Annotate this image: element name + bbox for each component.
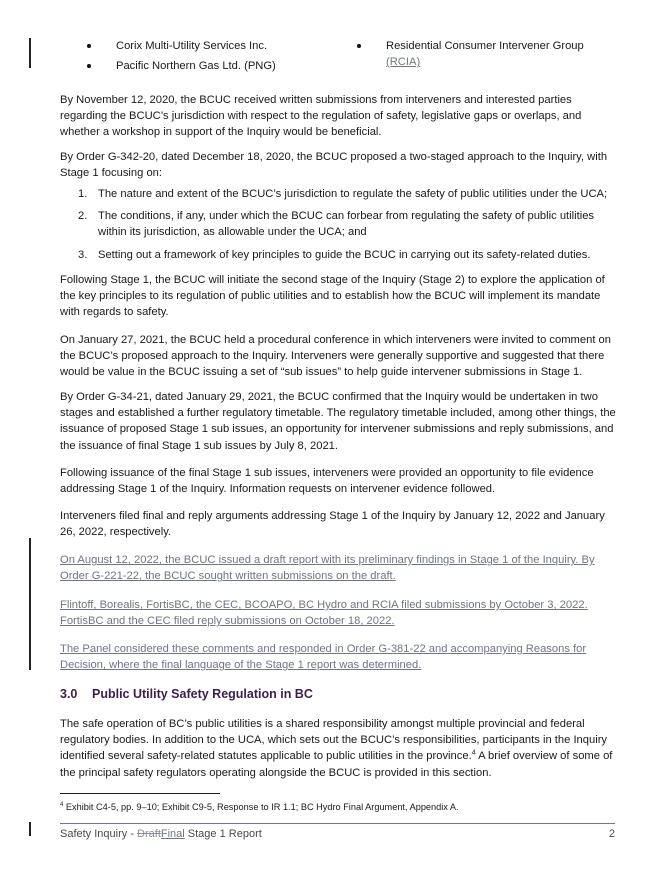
paragraph: On January 27, 2021, the BCUC held a procedural conference in which interveners were invited to comment on the BCUC’s proposed approach to the Inquiry. Interveners were generally supportive and suggested that there would be value in the BCUC issuing a set of “sub issues” to help guide intervener submissions in Stage 1. [60,334,611,379]
bullet-text: Residential Consumer Intervener Group [386,40,584,52]
footnote-separator [60,793,220,794]
section-heading [60,686,313,702]
section-number: 3.0 [60,687,78,701]
bullet-text: Pacific Northern Gas Ltd. (PNG) [116,60,276,72]
bullet-column-right [356,38,584,70]
tracked-insertion: (RCIA) [386,56,421,69]
footer-deleted-text: Draft [137,828,161,840]
bullet-item [356,38,584,70]
bullet-column-left [86,38,276,78]
footer-prefix: Safety Inquiry - [60,828,138,840]
bullet-text: Corix Multi-Utility Services Inc. [116,40,268,52]
stage1-focus-list [78,186,623,263]
change-bar [29,538,31,670]
numbered-item [78,186,623,202]
paragraph: By Order G-34-21, dated January 29, 2021, the BCUC confirmed that the Inquiry would be undertaken in two stages and established a further regulatory timetable. The regulatory timetable included, among other things, the issuance of proposed Stage 1 sub issues, an opportunity for intervener submissions and reply submissions, and the issuance of final Stage 1 sub issues by July 8, 2021. [60,391,616,452]
paragraph-text: A brief overview of some of the principal safety regulators operating alongside the BCUC is provided in this section. [60,750,613,779]
paragraph: Following Stage 1, the BCUC will initiate the second stage of the Inquiry (Stage 2) to explore the application of the key principles to its regulation of public utilities and to establish how the BCUC will implement its mandate with regards to safety. [60,274,605,319]
paragraph [60,716,620,781]
paragraph: Interveners filed final and reply arguments addressing Stage 1 of the Inquiry by January 12, 2022 and January 26, 2022, respectively. [60,510,605,539]
footnote-text: Exhibit C4-5, pp. 9–10; Exhibit C9-5, Response to IR 1.1; BC Hydro Final Argument, Appendix A. [63,802,459,812]
page-footer [60,826,615,842]
paragraph-text: The safe operation of BC’s public utilities is a shared responsibility amongst multiple provincial and federal regulatory bodies. In addition to the UCA, which sets out the BCUC’s responsibilities, participants in the Inquiry identified several safety-related statutes applicable to public utilities in the province. [60,718,608,763]
numbered-item [78,208,623,240]
list-marker: 3. [78,248,88,261]
footer-inserted-text: Final [160,828,185,840]
footer-separator [60,823,615,824]
list-text: The conditions, if any, under which the BCUC can forbear from regulating the safety of public utilities within its jurisdiction, as allowable under the UCA; and [98,210,595,239]
paragraph: By Order G-342-20, dated December 18, 2020, the BCUC proposed a two-staged approach to the Inquiry, with Stage 1 focusing on: [60,151,608,180]
change-bar [29,822,31,836]
paragraph: By November 12, 2020, the BCUC received written submissions from interveners and interested parties regarding the BCUC’s jurisdiction with respect to the regulation of safety, legislative gaps or overlaps, and whether a workshop in support of the Inquiry would be beneficial. [60,94,582,139]
footer-suffix: Stage 1 Report [184,828,262,840]
bullet-item [86,38,276,58]
list-marker: 2. [78,210,88,223]
bullet-icon [87,64,91,68]
footnote [60,799,459,815]
footnote-number: 4 [60,801,64,808]
bullet-icon [87,44,91,48]
footnote-reference[interactable]: 4 [471,749,476,757]
bullet-icon [357,44,361,48]
list-text: Setting out a framework of key principles to guide the BCUC in carrying out its safety-related duties. [98,248,591,261]
bullet-item [86,58,276,78]
list-marker: 1. [78,188,88,200]
page-number: 2 [608,828,615,840]
tracked-paragraph: On August 12, 2022, the BCUC issued a draft report with its preliminary findings in Stage 1 of the Inquiry. By Order G-221-22, the BCUC sought written submissions on the draft. [60,554,595,583]
tracked-paragraph: Flintoff, Borealis, FortisBC, the CEC, BCOAPO, BC Hydro and RCIA filed submissions by October 3, 2022. FortisBC and the CEC filed reply submissions on October 18, 2022. [60,599,588,628]
tracked-paragraph: The Panel considered these comments and responded in Order G-381-22 and accompanying Reasons for Decision, where the final language of the Stage 1 report was determined. [60,643,587,672]
section-title: Public Utility Safety Regulation in BC [92,687,313,701]
numbered-item [78,247,623,263]
change-bar [29,38,31,68]
list-text: The nature and extent of the BCUC’s jurisdiction to regulate the safety of public utilities under the UCA; [98,188,608,200]
paragraph: Following issuance of the final Stage 1 sub issues, interveners were provided an opportunity to file evidence addressing Stage 1 of the Inquiry. Information requests on intervener evidence followed. [60,467,594,496]
